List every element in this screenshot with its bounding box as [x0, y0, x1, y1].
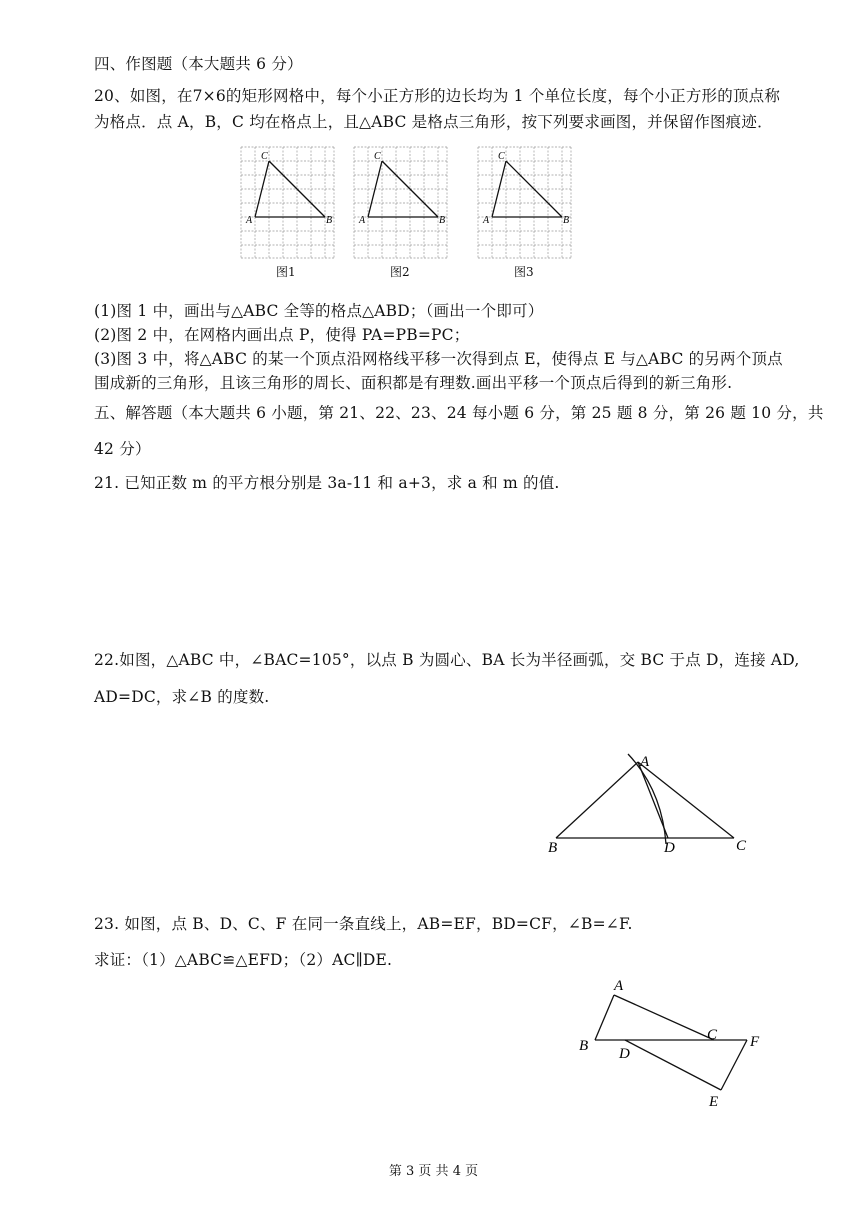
- label-b: B: [579, 1038, 589, 1054]
- q22-triangle-figure: [540, 750, 760, 860]
- q20-part1: (1)图 1 中，画出与△ABC 全等的格点△ABD；（画出一个即可）: [94, 302, 544, 320]
- label-f: F: [750, 1034, 760, 1050]
- label-c: C: [707, 1027, 718, 1043]
- label-a: A: [246, 215, 253, 226]
- segment-ac: [614, 995, 714, 1040]
- q20-part3-line1: (3)图 3 中，将△ABC 的某一个顶点沿网格线平移一次得到点 E，使得点 E 与△ABC 的另两个顶点: [94, 350, 783, 368]
- q23-text-line1: 23. 如图，点 B、D、C、F 在同一条直线上，AB=EF，BD=CF，∠B=∠F.: [94, 915, 633, 933]
- section-4-heading: 四、作图题（本大题共 6 分）: [94, 55, 303, 73]
- q23-text-line2: 求证：（1）△ABC≌△EFD；（2）AC∥DE.: [94, 951, 393, 969]
- label-b: B: [548, 840, 558, 856]
- grid-figure-3: [474, 143, 574, 265]
- label-b: B: [563, 215, 570, 226]
- segment-ba: [556, 762, 638, 838]
- grid-2-svg: [350, 143, 450, 261]
- grid-figure-1: [237, 143, 337, 265]
- q20-text-line2: 为格点．点 A，B，C 均在格点上，且△ABC 是格点三角形，按下列要求画图，并保留作图痕迹．: [94, 113, 773, 131]
- q22-text-line1: 22.如图，△ABC 中，∠BAC=105°，以点 B 为圆心、BA 长为半径画弧，交 BC 于点 D，连接 AD,: [94, 651, 800, 669]
- figure-2-caption: 图2: [390, 265, 410, 279]
- label-c: C: [374, 151, 381, 162]
- section-5-heading: 五、解答题（本大题共 6 小题，第 21、22、23、24 每小题 6 分，第 25 题 8 分，第 26 题 10 分，共: [94, 404, 824, 422]
- label-c: C: [736, 838, 747, 854]
- label-a: A: [614, 978, 624, 994]
- label-c: C: [498, 151, 505, 162]
- label-e: E: [709, 1094, 719, 1110]
- section-5-heading-cont: 42 分）: [94, 440, 151, 458]
- segment-fe: [721, 1040, 747, 1090]
- label-a: A: [640, 754, 650, 770]
- label-d: D: [664, 840, 675, 856]
- q21-text: 21. 已知正数 m 的平方根分别是 3a-11 和 a+3，求 a 和 m 的值.: [94, 474, 560, 492]
- label-b: B: [326, 215, 333, 226]
- figure-1-caption: 图1: [276, 265, 296, 279]
- label-c: C: [261, 151, 268, 162]
- q20-part3-line2: 围成新的三角形，且该三角形的周长、面积都是有理数.画出平移一个顶点后得到的新三角形.: [94, 374, 733, 392]
- page-footer: 第 3 页 共 4 页: [388, 1164, 479, 1179]
- label-d: D: [619, 1046, 630, 1062]
- q22-text-line2: AD=DC，求∠B 的度数.: [94, 688, 270, 706]
- grid-3-svg: [474, 143, 574, 261]
- grid-1-svg: [237, 143, 337, 261]
- q20-part2: (2)图 2 中，在网格内画出点 P，使得 PA=PB=PC；: [94, 326, 470, 344]
- grid-figure-2: [350, 143, 450, 265]
- segment-ba: [595, 995, 614, 1040]
- q20-text-line1: 20、如图，在7×6的矩形网格中，每个小正方形的边长均为 1 个单位长度，每个小正方形的顶点称: [94, 87, 781, 105]
- segment-ed: [625, 1040, 721, 1090]
- label-a: A: [359, 215, 366, 226]
- figure-3-caption: 图3: [514, 265, 534, 279]
- label-a: A: [483, 215, 490, 226]
- q23-figure: [570, 970, 770, 1115]
- label-b: B: [439, 215, 446, 226]
